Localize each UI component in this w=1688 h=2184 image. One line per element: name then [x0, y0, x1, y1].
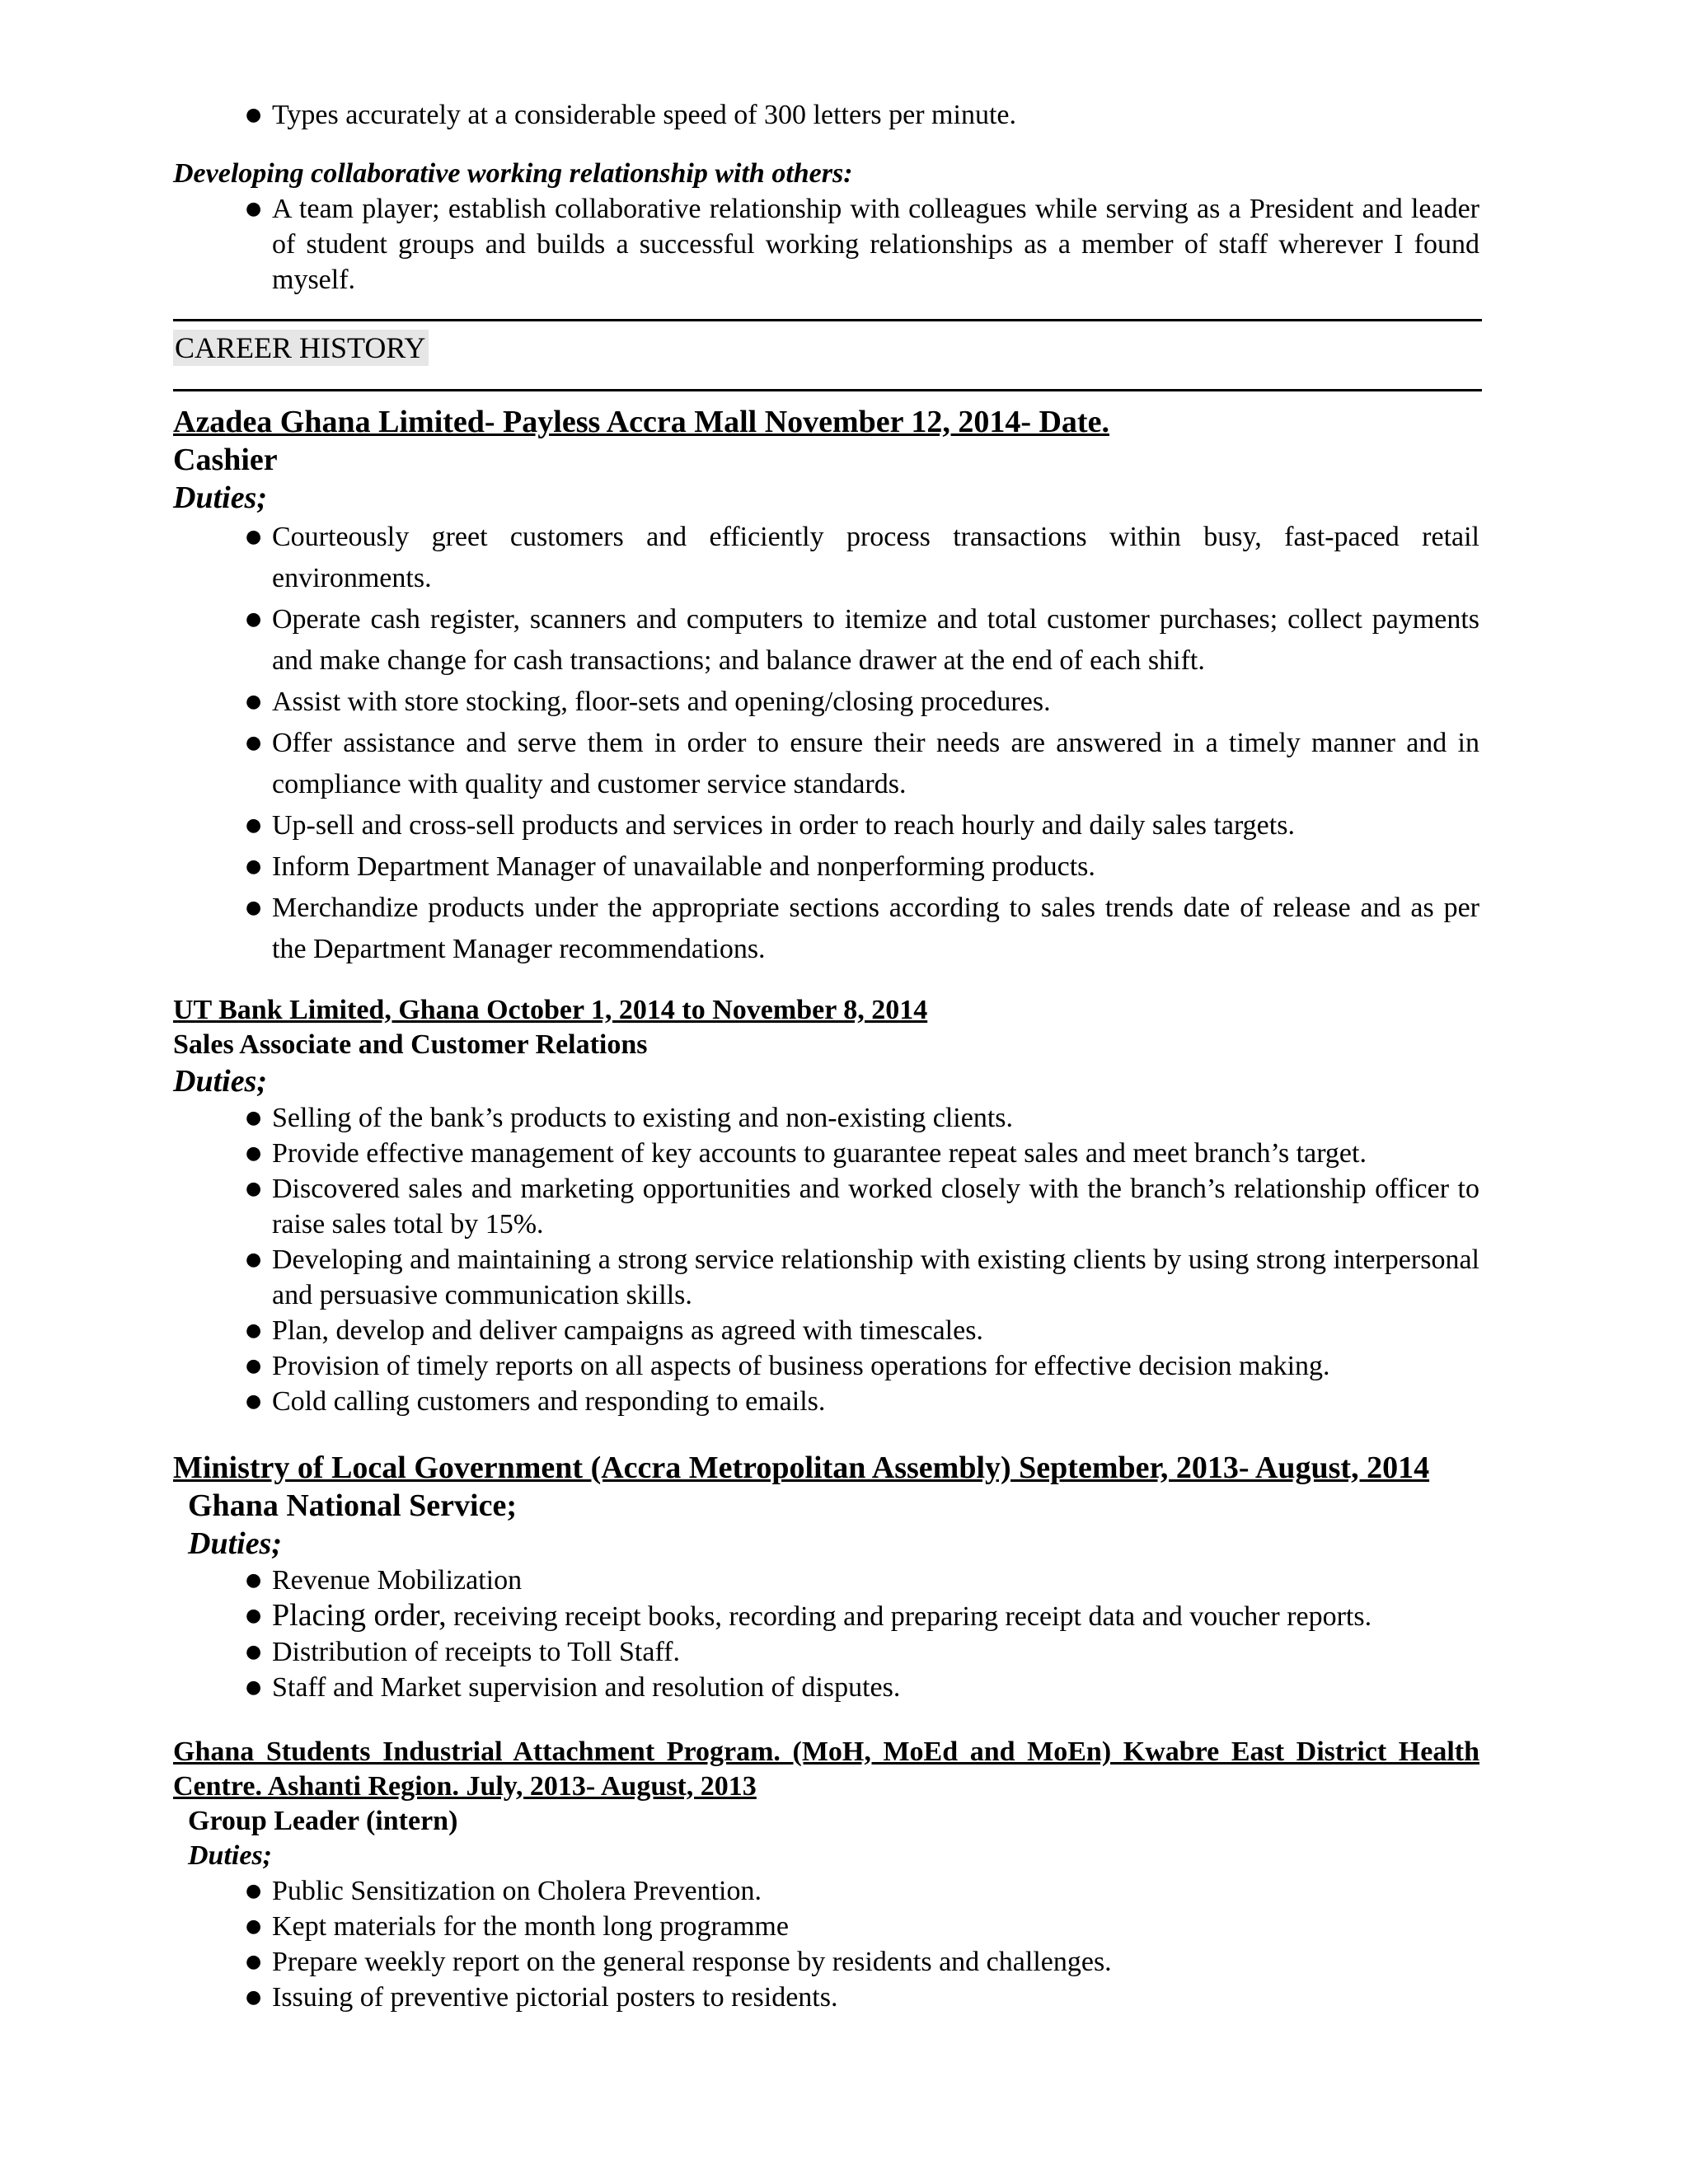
duties-label: Duties;	[173, 1064, 267, 1099]
list-item: ● Operate cash register, scanners and computers to itemize and total customer purchases; collect payments and make change for cash transactions; and balance drawer at the end of each shift.	[272, 599, 1479, 682]
bullet-icon: ●	[246, 1356, 262, 1376]
divider	[173, 319, 1482, 321]
job-header: Ministry of Local Government (Accra Metropolitan Assembly) September, 2013- August, 2014	[173, 1451, 1430, 1485]
bullet-icon: ●	[246, 1108, 262, 1128]
section-title: CAREER HISTORY	[173, 330, 429, 366]
job-entry	[173, 993, 1479, 1419]
collab-bullet-list	[173, 191, 1479, 298]
bullet-icon: ●	[246, 1249, 262, 1270]
list-item: ● Offer assistance and serve them in order to ensure their needs are answered in a timely manner and in compliance with quality and customer service standards.	[272, 723, 1479, 805]
list-item: ● Up-sell and cross-sell products and services in order to reach hourly and daily sales targets.	[272, 805, 1479, 846]
list-item: ● Merchandize products under the appropriate sections according to sales trends date of release and as per the Department Manager recommendations.	[272, 888, 1479, 970]
duties-label: Duties;	[188, 1840, 272, 1871]
bullet-icon: ●	[246, 1605, 262, 1626]
list-item: ● Courteously greet customers and efficiently process transactions within busy, fast-paced retail environments.	[272, 517, 1479, 599]
bullet-icon: ●	[246, 1677, 262, 1698]
list-item: ● Assist with store stocking, floor-sets and opening/closing procedures.	[272, 682, 1479, 723]
list-item: ● Kept materials for the month long programme	[272, 1909, 1479, 1944]
resume-page	[173, 97, 1479, 2015]
duties-label: Duties;	[188, 1526, 282, 1561]
job-header: Azadea Ghana Limited- Payless Accra Mall November 12, 2014- Date.	[173, 405, 1109, 439]
job-role: Sales Associate and Customer Relations	[173, 1029, 648, 1060]
job-entry	[173, 403, 1479, 970]
collab-heading: Developing collaborative working relationship with others:	[173, 158, 853, 189]
bullet-icon: ●	[246, 1642, 262, 1662]
job-entry	[173, 1449, 1479, 1705]
bullet-icon: ●	[246, 1143, 262, 1164]
list-item: ● Plan, develop and deliver campaigns as agreed with timescales.	[272, 1313, 1479, 1348]
bullet-icon: ●	[246, 1570, 262, 1591]
job-header: Ghana Students Industrial Attachment Program. (MoH, MoEd and MoEn) Kwabre East District Health Centre. Ashanti Region. July, 2013- August, 2013	[173, 1736, 1479, 1802]
bullet-icon: ●	[246, 1391, 262, 1412]
bullet-icon: ●	[246, 527, 262, 547]
list-item: ● Provide effective management of key accounts to guarantee repeat sales and meet branch’s target.	[272, 1136, 1479, 1171]
list-item: ● Staff and Market supervision and resolution of disputes.	[272, 1670, 1479, 1705]
list-item: ● Inform Department Manager of unavailable and nonperforming products.	[272, 846, 1479, 888]
list-item: ● Provision of timely reports on all aspects of business operations for effective decision making.	[272, 1348, 1479, 1384]
list-item: ● Revenue Mobilization	[272, 1563, 1479, 1598]
list-item: ● Placing order, receiving receipt books, recording and preparing receipt data and voucher reports.	[246, 1598, 1372, 1633]
list-item: ● Prepare weekly report on the general response by residents and challenges.	[272, 1944, 1479, 1980]
bullet-icon: ●	[246, 1916, 262, 1937]
bullet-icon: ●	[246, 733, 262, 753]
bullet-icon: ●	[246, 691, 262, 712]
skills-bullet-list	[173, 97, 1479, 133]
divider	[173, 389, 1482, 391]
job-role: Ghana National Service;	[188, 1488, 517, 1523]
bullet-icon: ●	[246, 898, 262, 918]
list-item: ● Public Sensitization on Cholera Prevention.	[272, 1873, 1479, 1909]
job-role: Group Leader (intern)	[188, 1806, 458, 1836]
job-role: Cashier	[173, 443, 278, 477]
bullet-icon: ●	[246, 609, 262, 630]
list-item: ● Developing and maintaining a strong service relationship with existing clients by using strong interpersonal and persuasive communication skills.	[272, 1242, 1479, 1313]
bullet-icon: ●	[246, 199, 262, 219]
list-item: ● Discovered sales and marketing opportunities and worked closely with the branch’s relationship officer to raise sales total by 15%.	[272, 1171, 1479, 1242]
duties-list	[173, 517, 1479, 970]
bullet-icon: ●	[246, 105, 262, 125]
duties-list	[173, 1100, 1479, 1419]
duties-list	[173, 1873, 1479, 2015]
job-header: UT Bank Limited, Ghana October 1, 2014 to November 8, 2014	[173, 995, 928, 1025]
list-item: ● Issuing of preventive pictorial posters to residents.	[272, 1980, 1479, 2015]
duties-label: Duties;	[173, 480, 267, 515]
bullet-icon: ●	[246, 815, 262, 836]
job-entry	[173, 1735, 1479, 2015]
duties-list	[173, 1563, 1479, 1705]
list-item: ● Selling of the bank’s products to existing and non-existing clients.	[272, 1100, 1479, 1136]
list-item: ● Types accurately at a considerable speed of 300 letters per minute.	[272, 97, 1479, 133]
list-item: ● Distribution of receipts to Toll Staff.	[272, 1634, 1479, 1670]
list-item: ● Cold calling customers and responding to emails.	[272, 1384, 1479, 1419]
bullet-icon: ●	[246, 1987, 262, 2008]
list-item: ● A team player; establish collaborative relationship with colleagues while serving as a President and leader of student groups and builds a successful working relationships as a member of staff wherever I found myself.	[272, 191, 1479, 298]
bullet-icon: ●	[246, 1320, 262, 1341]
bullet-icon: ●	[246, 1952, 262, 1972]
bullet-icon: ●	[246, 856, 262, 877]
bullet-icon: ●	[246, 1179, 262, 1199]
bullet-icon: ●	[246, 1881, 262, 1901]
